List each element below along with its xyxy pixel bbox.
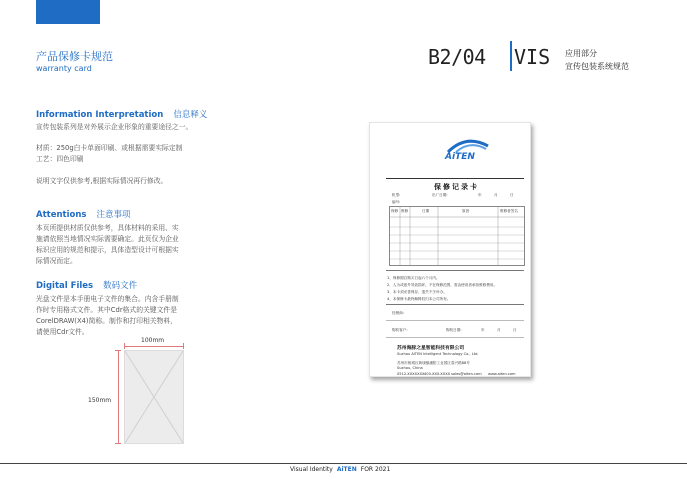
footer-rule [0, 463, 687, 464]
card-field-year: 年 [478, 193, 482, 197]
card-size-diagram [124, 350, 184, 444]
card-address-en: Suzhou, China [397, 366, 423, 370]
digital-heading-cn: 数码文件 [103, 281, 138, 291]
dimension-height-tick [115, 443, 121, 444]
info-line: 材质：250g白卡单面印刷、或根据需要实际定制 [36, 144, 183, 152]
info-heading-en: Information Interpretation [36, 110, 164, 120]
card-note: 3、本卡须妥善保存，遗失不予补办。 [387, 290, 447, 294]
diagram-cross-lines [125, 351, 183, 443]
card-col-repair: 维修 [401, 209, 409, 213]
dimension-height-tick [115, 350, 121, 351]
card-contact-web: www.aiten.com [488, 372, 516, 376]
page-title-en: warranty card [36, 64, 92, 73]
card-record-table [389, 206, 525, 266]
footer-brand: AiTEN [336, 466, 357, 473]
attentions-heading [36, 208, 130, 220]
card-field-factory-date: 出厂日期: [432, 193, 448, 197]
card-company-cn: 苏州海豚之星智能科技有限公司 [397, 346, 465, 351]
card-field-buy-day: 日 [513, 328, 517, 332]
card-contact-email: sales@aiten.com [451, 372, 482, 376]
card-field-buy-year: 年 [481, 328, 485, 332]
header-accent-tab [36, 0, 100, 24]
card-field-dealer: 经销商: [392, 311, 404, 315]
digital-line: 作时专用格式文件。其中Cdr格式的关键文件是 [36, 306, 177, 314]
card-note: 2、人为或意外导致损坏，不在保修范围，需由使用者承担维修费用。 [387, 283, 498, 287]
dimension-width-tick [124, 343, 125, 349]
digital-line: 请使用Cdr文件。 [36, 328, 89, 336]
card-divider [386, 178, 524, 179]
section-code-divider [510, 41, 512, 71]
attentions-line: 施请依照当地情况实际需要确定。此页仅为企业 [36, 235, 179, 243]
info-heading [36, 108, 207, 120]
card-col-reason: 原因 [462, 209, 470, 213]
dimension-width-line [124, 346, 184, 347]
info-line: 工艺：四色印刷 [36, 155, 84, 163]
card-field-month: 月 [494, 193, 498, 197]
attentions-line: 标识应用的规范和提示，具体造型设计可根据实 [36, 246, 179, 254]
card-col-date: 日期 [422, 209, 430, 213]
card-address-cn: 苏州市相城区黄埭镇潘阳工业园区春兴路88号 [397, 361, 470, 365]
attentions-line: 际情况而定。 [36, 257, 77, 265]
section-code: B2/04 [428, 45, 486, 69]
dimension-width-tick [183, 343, 184, 349]
card-note: 1、保修期自购买日起六个月内。 [387, 276, 440, 280]
card-col-warranty: 保修 [391, 209, 399, 213]
dimension-height-line [118, 350, 119, 444]
card-field-day: 日 [510, 193, 514, 197]
footer-right-text: FOR 2021 [360, 466, 391, 473]
card-title: 保修记录卡 [434, 183, 479, 191]
card-col-technician: 维修者签名 [500, 209, 518, 213]
section-vis-label: VIS [514, 45, 551, 69]
card-divider [386, 270, 524, 271]
digital-line: CorelDRAW(X4)简称。制作和打印相关物料， [36, 317, 177, 325]
card-field-buy-month: 月 [497, 328, 501, 332]
dimension-height-label: 150mm [88, 397, 112, 404]
card-company-en: Suzhou AiTEN Intelligent Technology Co., Ltd. [397, 352, 479, 356]
card-table-grid [390, 207, 524, 265]
card-divider [386, 337, 524, 338]
footer [290, 466, 390, 473]
card-brand-logo-text: AiTEN [445, 152, 475, 162]
digital-heading-en: Digital Files [36, 281, 94, 291]
card-divider [386, 320, 524, 321]
page-title: 产品保修卡规范 [36, 50, 113, 63]
section-subtitle-2: 宣传包装系统规范 [565, 62, 629, 71]
attentions-heading-en: Attentions [36, 210, 87, 220]
digital-heading [36, 279, 137, 291]
info-line: 说明文字仅供参考,根据实际情况再行修改。 [36, 177, 168, 185]
footer-left-text: Visual Identity [290, 466, 333, 473]
card-field-buy-date: 购机日期: [446, 328, 462, 332]
digital-line: 光盘文件是本手册电子文件的集合。内含手册制 [36, 295, 179, 303]
section-subtitle-1: 应用部分 [565, 49, 597, 58]
card-field-model: 机型: [392, 193, 401, 197]
card-field-customer: 购机客户: [392, 328, 408, 332]
info-heading-cn: 信息释义 [173, 110, 208, 120]
card-field-serial: 编号: [392, 200, 401, 204]
card-note: 4、本保修卡最终解释权归本公司所有。 [387, 297, 451, 301]
attentions-line: 本页所提供材质仅供参考，具体材料的采用、实 [36, 224, 179, 232]
info-line: 宣传包装系列是对外展示企业形象的重要途径之一。 [36, 123, 193, 131]
card-divider [386, 304, 524, 305]
dimension-width-label: 100mm [141, 337, 165, 344]
card-contact-hotline: 400-XXX-XXXX [424, 372, 451, 376]
attentions-heading-cn: 注意事项 [96, 210, 131, 220]
card-contact-phone: 0512-XXXXXXX [397, 372, 425, 376]
